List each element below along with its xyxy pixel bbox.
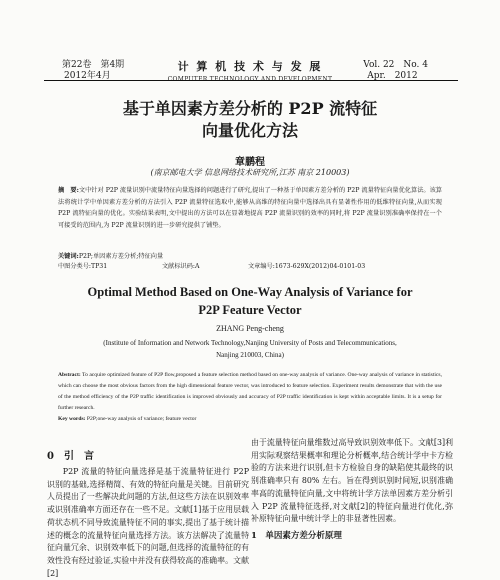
paper-title-en (0, 283, 500, 319)
title-en-line1: Optimal Method Based on One-Way Analysis of Variance for (87, 285, 413, 299)
abstract-cn-text: 文中针对 P2P 流量识别中流量特征向量选择的问题进行了研究,提出了一种基于单因素方差分析的 P2P 流量特征向量优化算法。该算法将统计学中单因素方差分析的方法引入 P2P 流量特征选取中,能够从高维的特征向量中选择出具有显著性作用的低维特征向量,从而实现 P2P 流特征向量的优化。实验结果表明,文中提出的方法可以在显著地提高 P2P 流量识别的效率的同时,将 P2P 流量识别准确率保持在一个可接受的范围内,为 P2P 流量识别的进一步研究提供了铺垫。 (58, 187, 442, 229)
keywords-en (58, 416, 442, 422)
title-en-line2: P2P Feature Vector (198, 303, 302, 317)
article-number: 文章编号:1673-629X(2012)04-0101-03 (248, 263, 366, 270)
date-cn: 2012年4月 (64, 71, 111, 81)
section-heading-introduction: 0 引 言 (47, 451, 94, 462)
keywords-cn (58, 251, 442, 262)
volume-en: Vol. 22 No. 4 (363, 60, 428, 70)
introduction-paragraph: P2P 流量的特征向量选择是基于流量特征进行 P2P 识别的基础,选择精简、有效的特征向量是关键。目前研究人员提出了一些解决此问题的方法,但这些方法在识别效率或识别准确率方面还存在一些不足。文献[1]基于应用层载荷状态机不同导致流量特征不同的事实,提出了基于统计描述的概念的流量特征向量选择方法。该方法解决了流量特征向量冗余、识别效率低下的问题,但选择的流量特征的有效性没有经过验证,实验中并没有获得较高的准确率。文献[2] (47, 467, 249, 578)
affiliation-en (70, 337, 430, 361)
keywords-cn-label: 关键词: (58, 253, 79, 260)
keywords-en-label: Key words: (58, 416, 86, 422)
abstract-cn-label: 摘 要: (58, 187, 79, 194)
affiliation-en-line2: Nanjing 210003, China) (216, 351, 284, 359)
body-column-right (251, 437, 453, 543)
paper-title-cn (0, 98, 500, 142)
author-en: ZHANG Peng-cheng (216, 324, 284, 333)
date-en: Apr. 2012 (367, 71, 418, 81)
abstract-en (58, 370, 442, 414)
section-heading-anova-principle: 1 单因素方差分析原理 (251, 530, 342, 541)
title-cn-line1: 基于单因素方差分析的 P2P 流特征 (122, 99, 378, 118)
issue-info-en (363, 60, 428, 82)
affiliation-cn: (南京邮电大学 信息网络技术研究所,江苏 南京 210003) (150, 168, 350, 177)
header-rule (44, 80, 458, 81)
body-column-left (47, 450, 249, 580)
document-code: 文献标识码:A (162, 263, 200, 270)
keywords-cn-text: P2P;单因素方差分析;特征向量 (78, 253, 164, 260)
journal-title-en: COMPUTER TECHNOLOGY AND DEVELOPMENT (167, 76, 333, 83)
body-right-paragraph: 由于流量特征向量维数过高导致识别效率低下。文献[3]利用实际观察结果概率和理论分析概率,结合统计学中卡方检验的方法来进行识别,但卡方检验自身的缺陷使其最终的识别准确率只有 80% 左右。旨在得到识别时间短,识别准确率高的流量特征向量,文中将统计学方法单因素方差分析引入 P2P 流量特征选择,对文献[2]的特征向量进行优化,弥补原特征向量中统计学上的非显著性因素。 (251, 438, 453, 524)
abstract-en-text: To acquire optimized feature of P2P flow,proposed a feature selection method based on one-way analysis of variance. One-way analysis of variance in statistics, which can choose the most obvious factors from the high dimensional feature vector, was introduced to feature selection. Experiment results demonstrate that with the use of the method efficiency of the P2P traffic identification is improved obviously and accuracy of P2P traffic identification is kept within acceptable limits. It is a setup for further research. (58, 372, 442, 411)
affiliation-en-line1: (Institute of Information and Network Technology,Nanjing University of Posts and Telecommunications, (103, 339, 397, 347)
journal-title-cn: 计 算 机 技 术 与 发 展 (177, 60, 323, 73)
keywords-en-text: P2P;one-way analysis of variance; feature vector (86, 416, 197, 422)
abstract-cn (58, 185, 442, 231)
volume-cn: 第22卷 第4期 (62, 60, 125, 70)
author-cn: 章鹏程 (235, 157, 265, 168)
clc-number: 中图分类号:TP31 (58, 263, 108, 270)
title-cn-line2: 向量优化方法 (201, 121, 298, 140)
abstract-en-label: Abstract: (58, 372, 81, 378)
